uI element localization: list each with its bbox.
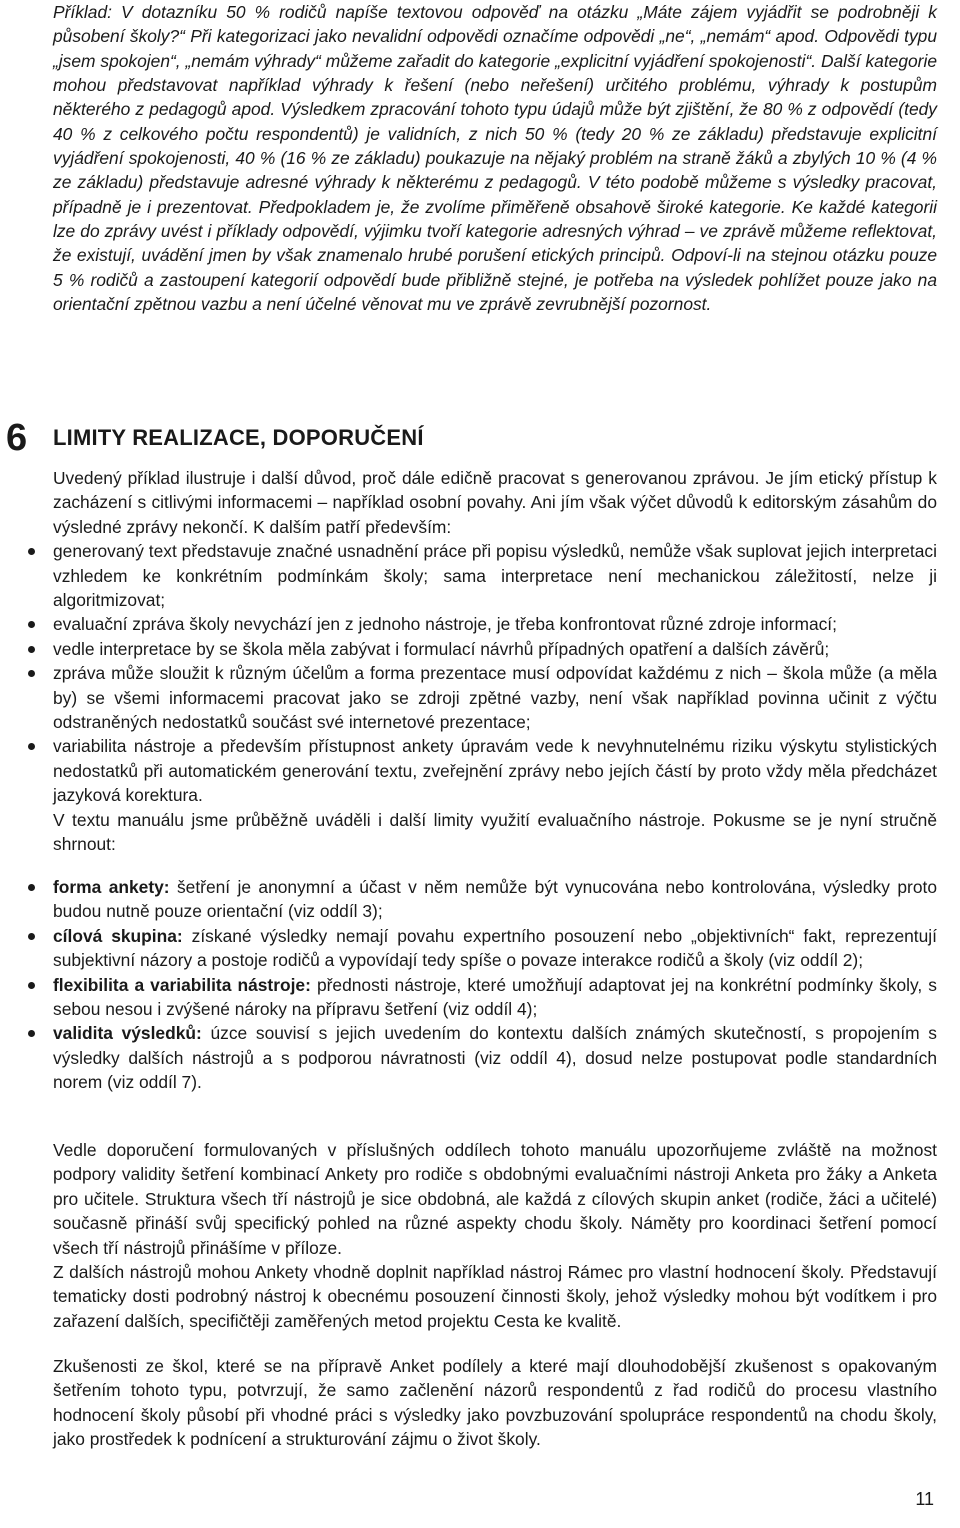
limit-term: forma ankety: — [53, 877, 170, 897]
limits-intro-paragraph: V textu manuálu jsme průběžně uváděli i další limity využití evaluačního nástroje. Pokusme se je nyní stručně shrnout: — [53, 809, 937, 855]
section-title: LIMITY REALIZACE, DOPORUČENÍ — [53, 425, 424, 450]
reasons-list — [53, 539, 937, 807]
recommendation-paragraph: Vedle doporučení formulovaných v příslušných oddílech tohoto manuálu upozorňujeme zvláště na možnost podpory validity šetření kombinací Ankety pro rodiče s obdobnými evaluačními nástroji Anketa pro žáky a Anketa pro učitele. Struktura všech tří nástrojů je sice obdobná, ale každá z cílových skupin anket (rodiče, žáci a učitelé) současně přináší svůj specifický pohled na různé aspekty chodu školy. Náměty pro koordinaci šetření pomocí všech tří nástrojů přinášíme v příloze. — [53, 1140, 937, 1258]
recommendation-paragraph: Z dalších nástrojů mohou Ankety vhodně doplnit například nástroj Rámec pro vlastní hodnocení školy. Představují tematicky dosti podrobný nástroj k obecnému posouzení činnosti školy, jehož výsledky mohou být vodítkem i pro zařazení dalších, specifičtěji zaměřených metod projektu Cesta ke kvalitě. — [53, 1262, 937, 1331]
limits-list — [53, 875, 937, 1095]
section-number: 6 — [6, 417, 28, 459]
intro-paragraph: Uvedený příklad ilustruje i další důvod, proč dále edičně pracovat s generovanou zprávou. Je jím etický přístup k zacházení s citlivými informacemi – například osobní povahy. Ani jím však výčet důvodů k editorským zásahům do výsledné zprávy nekončí. K dalším patří především: — [53, 468, 937, 537]
closing-block — [53, 1354, 937, 1452]
limit-term: flexibilita a variabilita nástroje: — [53, 974, 311, 995]
bullet-icon — [28, 1030, 35, 1037]
list-item: generovaný text představuje značné usnadnění práce při popisu výsledků, nemůže však suplovat jejich interpretaci vzhledem ke konkrétním podmínkám školy; sama interpretace není mechanickou záležitostí, nelze ji algoritmizovat; — [53, 539, 937, 612]
list-item: forma ankety: šetření je anonymní a účast v něm nemůže být vynucována nebo kontrolována, výsledky proto budou nutně pouze orientační (viz oddíl 3); — [53, 875, 937, 924]
list-item: cílová skupina: získané výsledky nemají povahu expertního posouzení nebo „objektivních“ fakt, reprezentují subjektivní názory a postoje rodičů a vypovídají tedy spíše o povaze interakce rodičů a školy (viz oddíl 2); — [53, 924, 937, 973]
bullet-icon — [28, 933, 35, 940]
list-item: variabilita nástroje a především přístupnost ankety úpravám vede k nevyhnutelnému riziku výskytu stylistických nedostatků při automatickém generování textu, zveřejnění zprávy nebo jejích částí by proto vždy měla předcházet jazyková korektura. — [53, 734, 937, 807]
list-item: zpráva může sloužit k různým účelům a forma prezentace musí odpovídat každému z nich – škola může (a měla by) se všemi informacemi pracovat jako se zdroji zpětné vazby, není však například povinna učinit z výčtu odstraněných nedostatků součást své internetové prezentace; — [53, 661, 937, 734]
bullet-icon — [28, 982, 35, 989]
bullet-icon — [28, 884, 35, 891]
list-item: validita výsledků: úzce souvisí s jejich uvedením do kontextu dalších známých skutečností, s propojením s výsledky dalších nástrojů a s podporou návratnosti (viz oddíl 4), dosud nelze postupovat podle standardních norem (viz oddíl 7). — [53, 1021, 937, 1094]
limits-block — [53, 875, 937, 1095]
closing-paragraph: Zkušenosti ze škol, které se na přípravě Anket podílely a které mají dlouhodobější zkušenost s opakovaným šetřením tohoto typu, potvrzují, že samo začlenění názorů respondentů z řad rodičů do procesu vlastního hodnocení školy působí při vhodné práci s výsledky jako povzbuzování spolupráce respondentů na chodu školy, jako prostředek k podnícení a strukturování zájmu o život školy. — [53, 1356, 937, 1450]
bullet-icon — [28, 621, 35, 628]
limit-term: cílová skupina: — [53, 925, 183, 946]
example-paragraph: Příklad: V dotazníku 50 % rodičů napíše textovou odpověď na otázku „Máte zájem vyjádřit se podrobněji k působení školy?“ Při kategorizaci jako nevalidní odpovědi označíme odpovědi „ne“, „nemám“ apod. Odpovědi typu „jsem spokojen“, „nemám výhrady“ můžeme zařadit do kategorie „explicitní vyjádření spokojenosti“. Další kategorie mohou představovat například výhrady k řešení (nebo neřešení) určitého problému, výhrady k postupům některého z pedagogů apod. Výsledkem zpracování tohoto typu údajů může být zjištění, že 80 % z odpovědí (tedy 40 % z celkového počtu respondentů) je validních, z nich 50 % (tedy 20 % ze základu) představuje explicitní vyjádření spokojenosti, 40 % (16 % ze základu) poukazuje na nějaký problém na straně žáků a zbylých 10 % (4 % ze základu) představuje adresné výhrady k některému z pedagogů. V této podobě můžeme s výsledky pracovat, případně je i prezentovat. Předpokladem je, že zvolíme přiměřeně obsahově široké kategorie. Ke každé kategorii lze do zprávy uvést i příklady odpovědí, výjimku tvoří kategorie adresných výhrad – ve zprávě můžeme reflektovat, že existují, uvádění jmen by však znamenalo hrubé porušení etických principů. Odpoví-li na stejnou otázku pouze 5 % rodičů a zastoupení kategorií odpovědí bude přibližně stejné, je potřeba na výsledek pohlížet pouze jako na orientační zpětnou vazbu a není účelné věnovat mu ve zprávě zevrubnější pozornost. — [53, 2, 937, 315]
list-item: vedle interpretace by se škola měla zabývat i formulací návrhů případných opatření a dalších závěrů; — [53, 637, 937, 661]
bullet-icon — [28, 743, 35, 750]
section-body — [53, 466, 937, 857]
page-number: 11 — [915, 1489, 934, 1509]
list-item: flexibilita a variabilita nástroje: přednosti nástroje, které umožňují adaptovat jej na konkrétní podmínky školy, s sebou nesou i zvýšené nároky na přípravu šetření (viz oddíl 4); — [53, 973, 937, 1022]
bullet-icon — [28, 670, 35, 677]
bullet-icon — [28, 548, 35, 555]
list-item: evaluační zpráva školy nevychází jen z jednoho nástroje, je třeba konfrontovat různé zdroje informací; — [53, 612, 937, 636]
bullet-icon — [28, 646, 35, 653]
limit-term: validita výsledků: — [53, 1023, 202, 1044]
recommendations-block — [53, 1138, 937, 1333]
